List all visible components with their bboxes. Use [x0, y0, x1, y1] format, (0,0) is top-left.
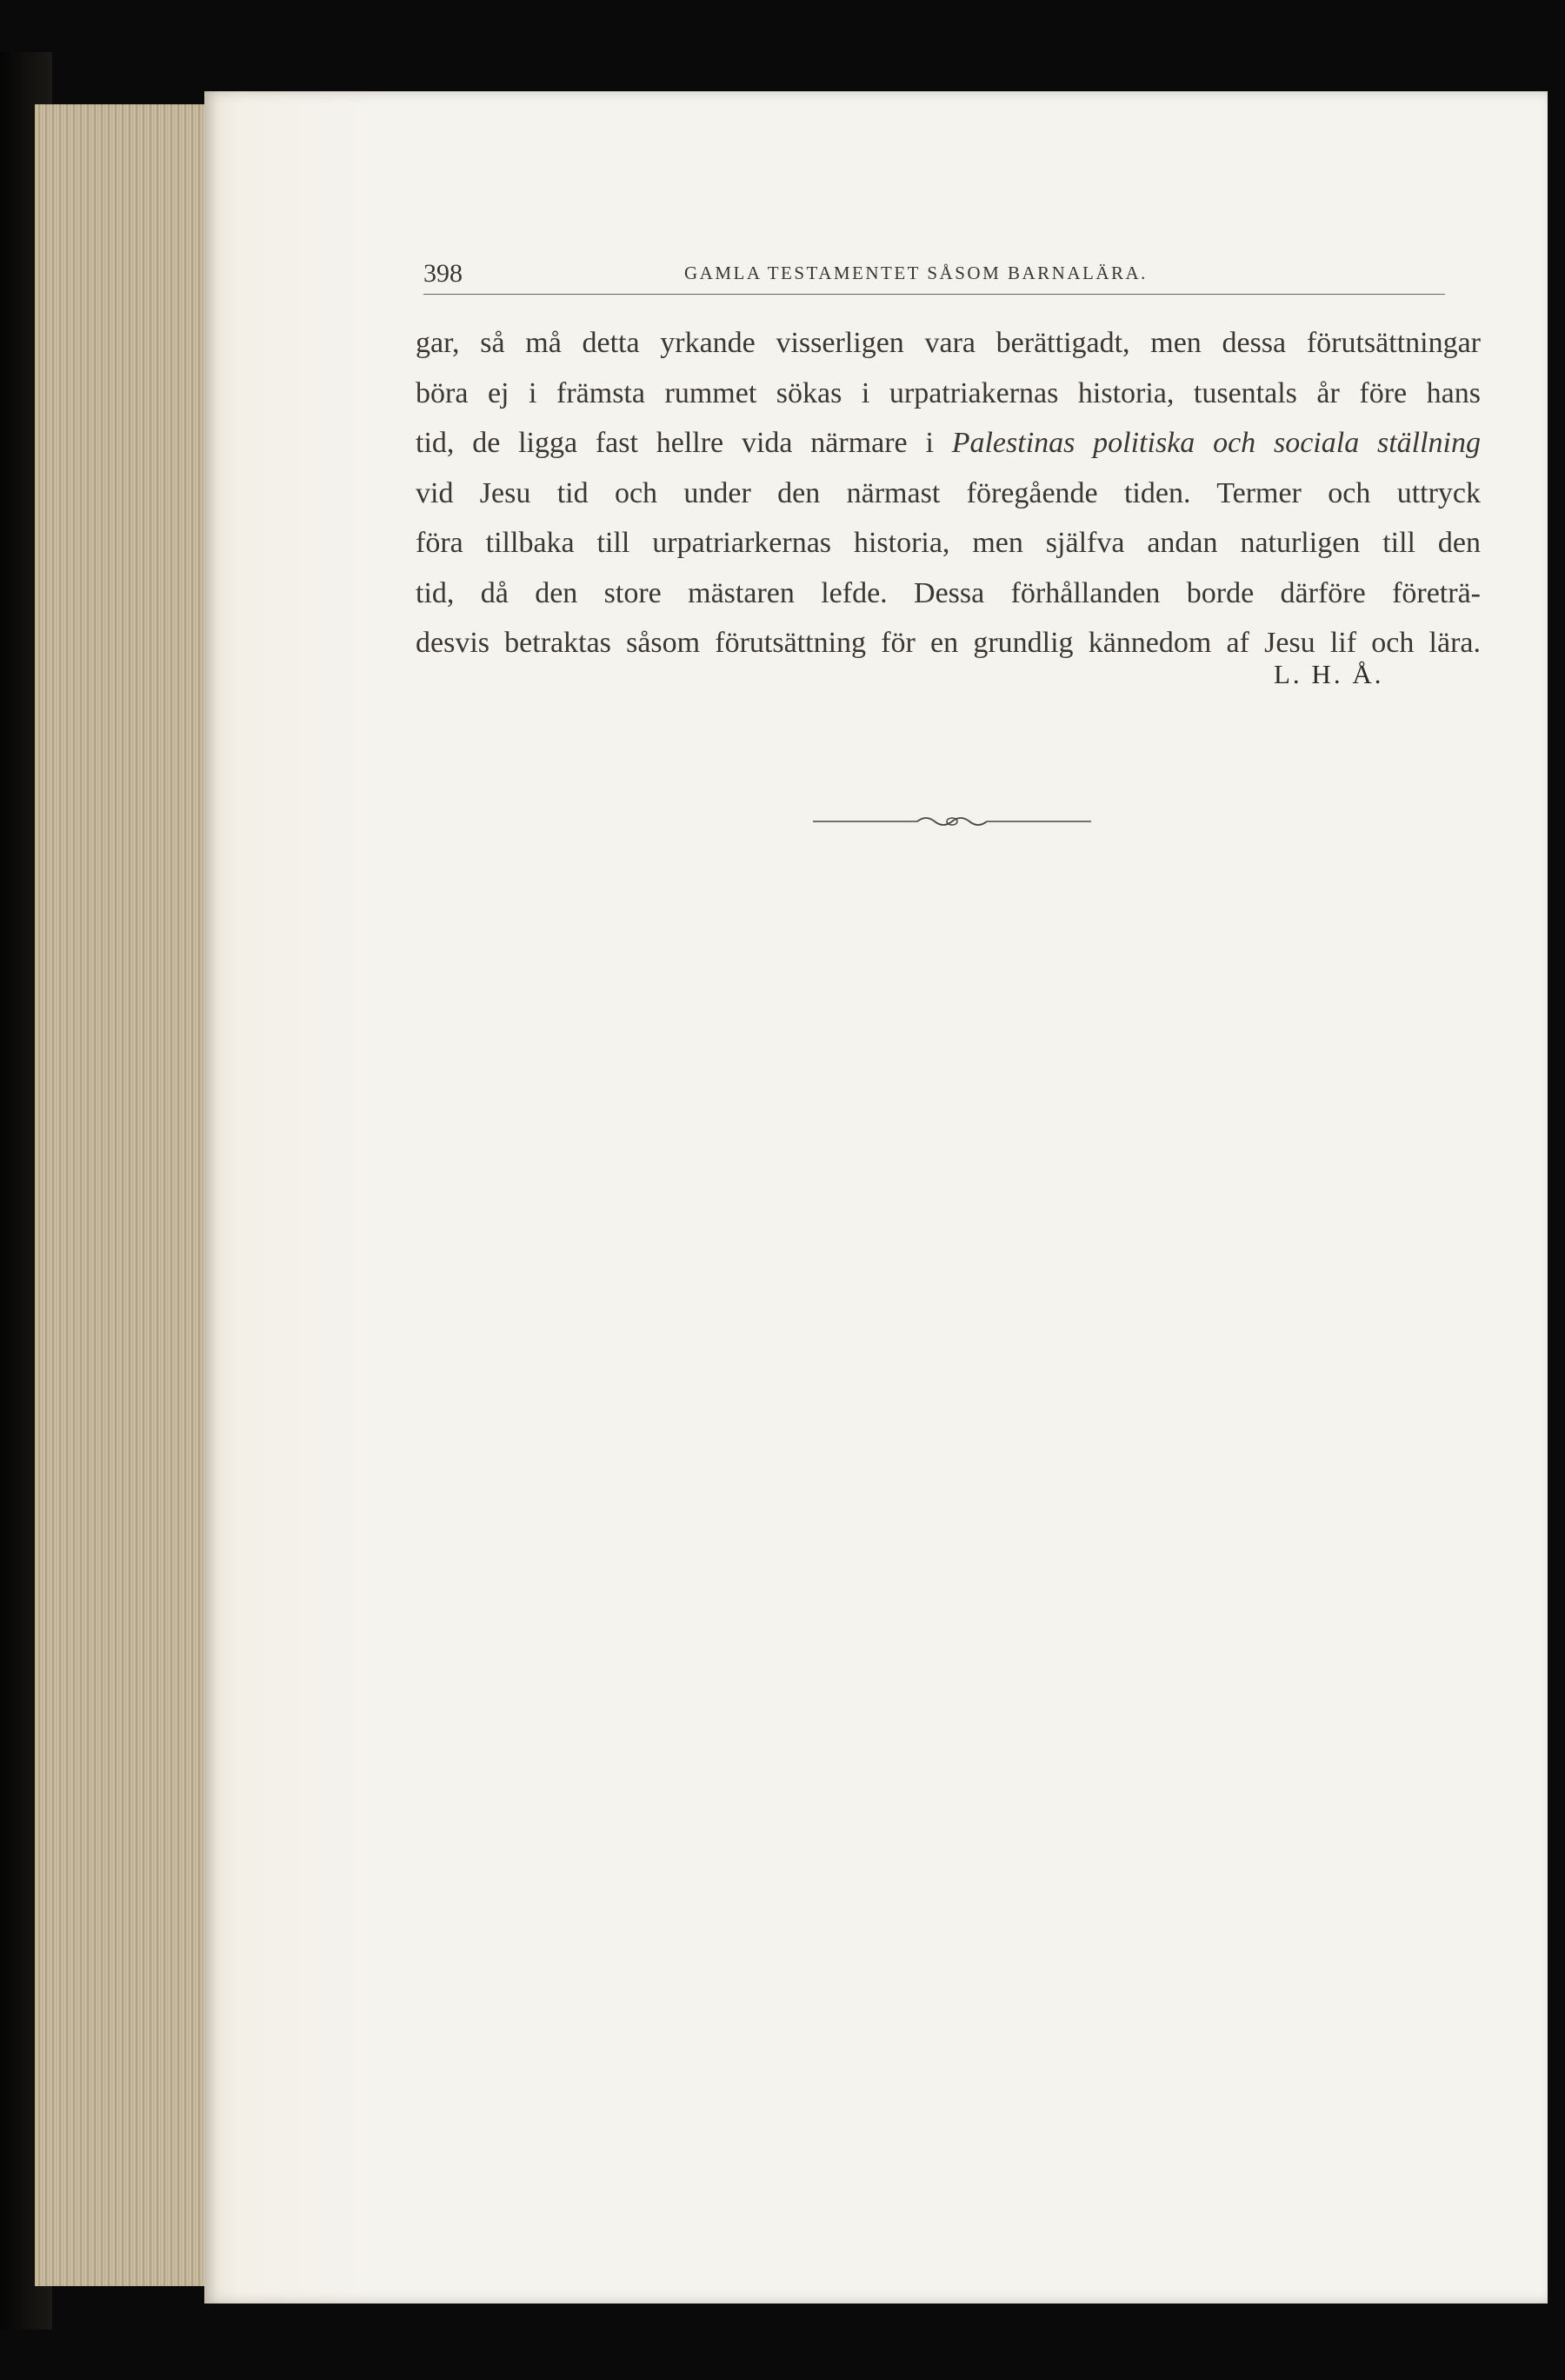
page-number: 398	[423, 259, 463, 288]
page-edges	[35, 104, 217, 2286]
running-head	[423, 259, 1445, 295]
text-line-with-italic	[416, 418, 1481, 469]
section-ornament	[813, 813, 1091, 830]
text-line: desvis betraktas såsom förutsättning för en grundlig kännedom af Jesu lif och lära.	[416, 627, 1481, 659]
text-line: gar, så må detta yrkande visserligen vara berättigadt, men dessa förutsättningar	[416, 327, 1481, 359]
body-paragraph	[416, 318, 1481, 668]
running-head-title: GAMLA TESTAMENTET SÅSOM BARNALÄRA.	[684, 263, 1148, 283]
text-segment: tid, de ligga fast hellre vida närmare i	[416, 427, 934, 459]
text-line: föra tillbaka till urpatriarkernas historia, men själfva andan naturligen till den	[416, 527, 1481, 559]
italic-phrase: Palestinas politiska och sociala ställning	[951, 427, 1482, 459]
text-line: vid Jesu tid och under den närmast föregående tiden. Termer och uttryck	[416, 476, 1481, 509]
text-line: böra ej i främsta rummet sökas i urpatriakernas historia, tusentals år före hans	[416, 376, 1481, 409]
text-line: tid, då den store mästaren lefde. Dessa förhållanden borde därföre företrä-	[416, 576, 1481, 609]
author-initials: L. H. Å.	[1274, 659, 1384, 689]
